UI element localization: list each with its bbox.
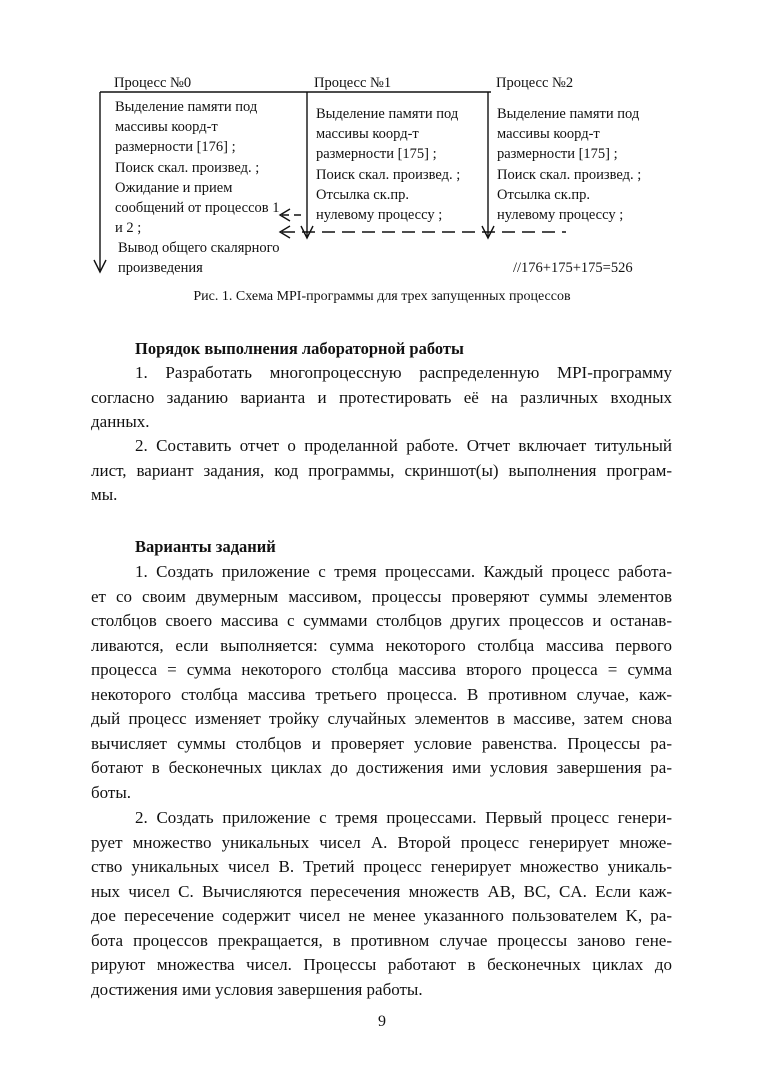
process2-line: массивы коорд-т [497, 126, 600, 143]
paragraph-line: дое пересечение содержит чисел не менее указанного пользователем K, ра- [91, 906, 672, 925]
page-number: 9 [378, 1013, 386, 1030]
paragraph-line: рируют множества чисел. Процессы работают в бесконечных циклах до [91, 955, 672, 974]
process1-line: Выделение памяти под [316, 106, 459, 122]
process0-line: массивы коорд-т [115, 119, 218, 136]
process1-line: массивы коорд-т [316, 126, 419, 143]
section-heading-procedure: Порядок выполнения лабораторной работы [135, 339, 464, 358]
paragraph-line: процесса = сумма некоторого столбца массива второго процесса = сумма [91, 660, 672, 679]
paragraph-line: рует множество уникальных чисел A. Второй процесс генерирует множе- [91, 832, 672, 852]
paragraph-line: дый процесс изменяет тройку случайных элементов в массиве, затем снова [91, 709, 672, 728]
paragraph-line: бота процессов прекращается, в противном случае процессы заново гене- [91, 930, 672, 950]
paragraph-line: мы. [91, 485, 118, 504]
paragraph-line: 1. Создать приложение с тремя процессами. Каждый процесс работа- [135, 562, 672, 581]
process0-steps [115, 97, 280, 238]
process2-line: Выделение памяти под [497, 106, 640, 122]
process2-label: Процесс №2 [496, 75, 574, 91]
process0-line: Поиск скал. произвед. ; [115, 159, 260, 176]
paragraph-line: 1. Разработать многопроцессную распределенную MPI-программу [135, 363, 672, 382]
paragraph-line: вычисляет суммы столбцов и проверяет условие равенства. Процессы ра- [91, 733, 672, 753]
process2-line: нулевому процессу ; [497, 207, 624, 224]
paragraph-line: ет со своим двумерным массивом, процессы проверяют суммы элементов [91, 586, 672, 606]
process0-line: сообщений от процессов 1 [115, 200, 280, 217]
process2-line: размерности [175] ; [497, 146, 618, 163]
procedure-item-1 [91, 361, 672, 435]
process2-line: Поиск скал. произвед. ; [497, 166, 642, 183]
section-heading-variants: Варианты заданий [135, 537, 276, 556]
process0-line: и 2 ; [115, 220, 142, 237]
process0-label: Процесс №0 [114, 75, 192, 91]
paragraph-line: лист, вариант задания, код программы, скриншот(ы) выполнения програм- [91, 460, 672, 480]
paragraph-line: ство уникальных чисел B. Третий процесс генерирует множество уникаль- [91, 857, 672, 876]
process1-line: размерности [175] ; [316, 146, 437, 163]
process0-line: Выделение памяти под [115, 99, 258, 115]
paragraph-line: боты. [91, 782, 132, 802]
process0-line: размерности [176] ; [115, 139, 236, 156]
paragraph-line: некоторого столбца массива третьего процесса. В противном случае, каж- [91, 684, 672, 704]
paragraph-line: 2. Создать приложение с тремя процессами. Первый процесс генери- [135, 808, 672, 827]
output-line: произведения [118, 260, 203, 277]
process1-label: Процесс №1 [314, 75, 392, 91]
output-line: Вывод общего скалярного [118, 240, 280, 256]
figure-caption: Рис. 1. Схема MPI-программы для трех запущенных процессов [193, 289, 571, 304]
variant-2 [91, 806, 672, 1002]
paragraph-line: ливаются, если выполняется: сумма некоторого столбца массива первого [91, 635, 672, 655]
procedure-item-2 [91, 434, 672, 508]
process1-line: Поиск скал. произвед. ; [316, 166, 461, 183]
paragraph-line: достижения ими условия завершения работы. [91, 979, 423, 999]
process1-line: нулевому процессу ; [316, 207, 443, 224]
paragraph-line: данных. [91, 412, 150, 431]
sum-note: //176+175+175=526 [513, 260, 633, 276]
process2-steps [497, 104, 641, 225]
paragraph-line: ботают в бесконечных циклах до достижения ими условия завершения ра- [91, 758, 672, 777]
process1-steps [316, 104, 460, 225]
process1-line: Отсылка ск.пр. [316, 186, 410, 203]
variant-1 [91, 560, 672, 805]
process2-line: Отсылка ск.пр. [497, 186, 591, 203]
paragraph-line: 2. Составить отчет о проделанной работе. Отчет включает титульный [135, 436, 672, 455]
paragraph-line: столбцов своего массива с суммами столбцов других процессов и останав- [91, 611, 672, 630]
paragraph-line: согласно заданию варианта и протестировать её на различных входных [91, 387, 672, 407]
paragraph-line: ных чисел C. Вычисляются пересечения множеств AB, BC, CA. Если каж- [91, 881, 672, 901]
process0-line: Ожидание и прием [115, 179, 233, 196]
output-text [118, 238, 280, 278]
